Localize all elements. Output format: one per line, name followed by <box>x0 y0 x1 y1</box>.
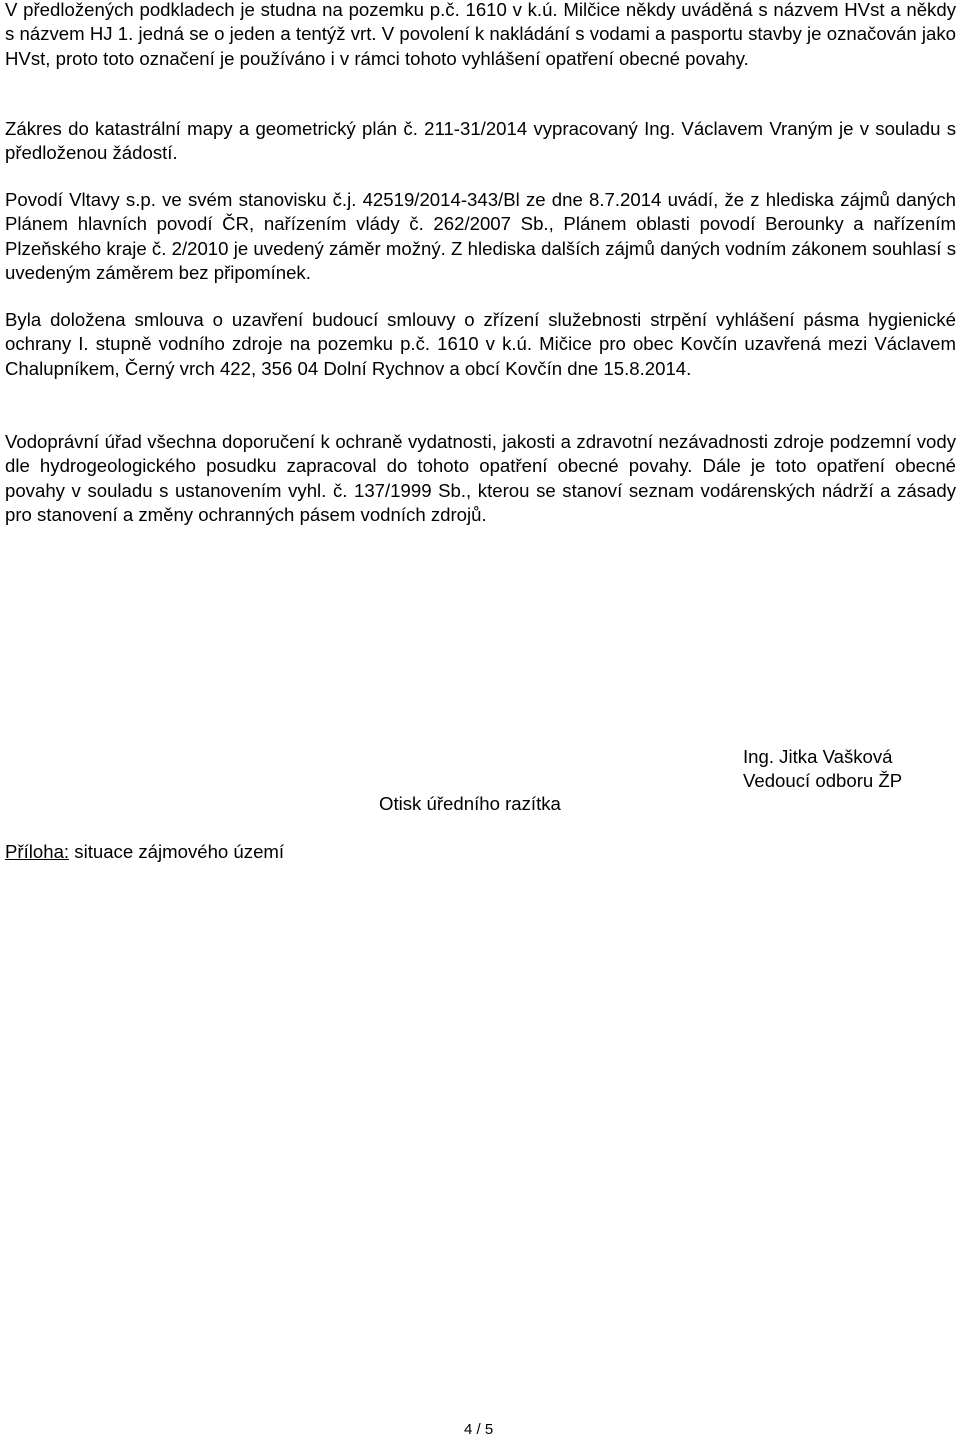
official-stamp-placeholder: Otisk úředního razítka <box>379 793 561 814</box>
paragraph-povodi-vltavy: Povodí Vltavy s.p. ve svém stanovisku č.j. 42519/2014-343/Bl ze dne 8.7.2014 uvádí, že z hlediska zájmů daných Plánem hlavních povodí ČR, nařízením vlády č. 262/2007 Sb., Plánem oblasti povodí Berounky a nařízením Plzeňského kraje č. 2/2010 je uvedený záměr možný. Z hlediska dalších zájmů daných vodním zákonem souhlasí s uvedeným záměrem bez připomínek. <box>5 189 956 283</box>
attachment-text: situace zájmového území <box>74 841 285 862</box>
paragraph-cadastral-map: Zákres do katastrální mapy a geometrický plán č. 211-31/2014 vypracovaný Ing. Václavem Vraným je v souladu s předloženou žádostí. <box>5 118 956 164</box>
signatory-name: Ing. Jitka Vašková <box>743 746 893 767</box>
signatory-title: Vedoucí odboru ŽP <box>743 770 903 791</box>
paragraph-easement-contract: Byla doložena smlouva o uzavření budoucí smlouvy o zřízení služebnosti strpění vyhlášení pásma hygienické ochrany I. stupně vodního zdroje na pozemku p.č. 1610 v k.ú. Mičice pro obec Kovčín uzavřená mezi Václavem Chalupníkem, Černý vrch 422, 356 04 Dolní Rychnov a obcí Kovčín dne 15.8.2014. <box>5 309 956 379</box>
page-number: 4 / 5 <box>464 1421 494 1438</box>
paragraph-water-authority: Vodoprávní úřad všechna doporučení k ochraně vydatnosti, jakosti a zdravotní nezávadnosti zdroje podzemní vody dle hydrogeologického posudku zapracoval do tohoto opatření obecné povahy. Dále je toto opatření obecné povahy v souladu s ustanovením vyhl. č. 137/1999 Sb., kterou se stanoví seznam vodárenských nádrží a zásady pro stanovení a změny ochranných pásem vodních zdrojů. <box>5 431 956 525</box>
paragraph-well-naming: V předložených podkladech je studna na pozemku p.č. 1610 v k.ú. Milčice někdy uváděná s názvem HVst a někdy s názvem HJ 1. jedná se o jeden a tentýž vrt. V povolení k nakládání s vodami a pasportu stavby je označován jako HVst, proto toto označení je používáno i v rámci tohoto vyhlášení opatření obecné povahy. <box>5 0 956 69</box>
attachment-label: Příloha: <box>5 841 70 862</box>
attachment-line <box>5 840 284 864</box>
document-page <box>5 0 956 1442</box>
signature-block <box>743 745 902 793</box>
